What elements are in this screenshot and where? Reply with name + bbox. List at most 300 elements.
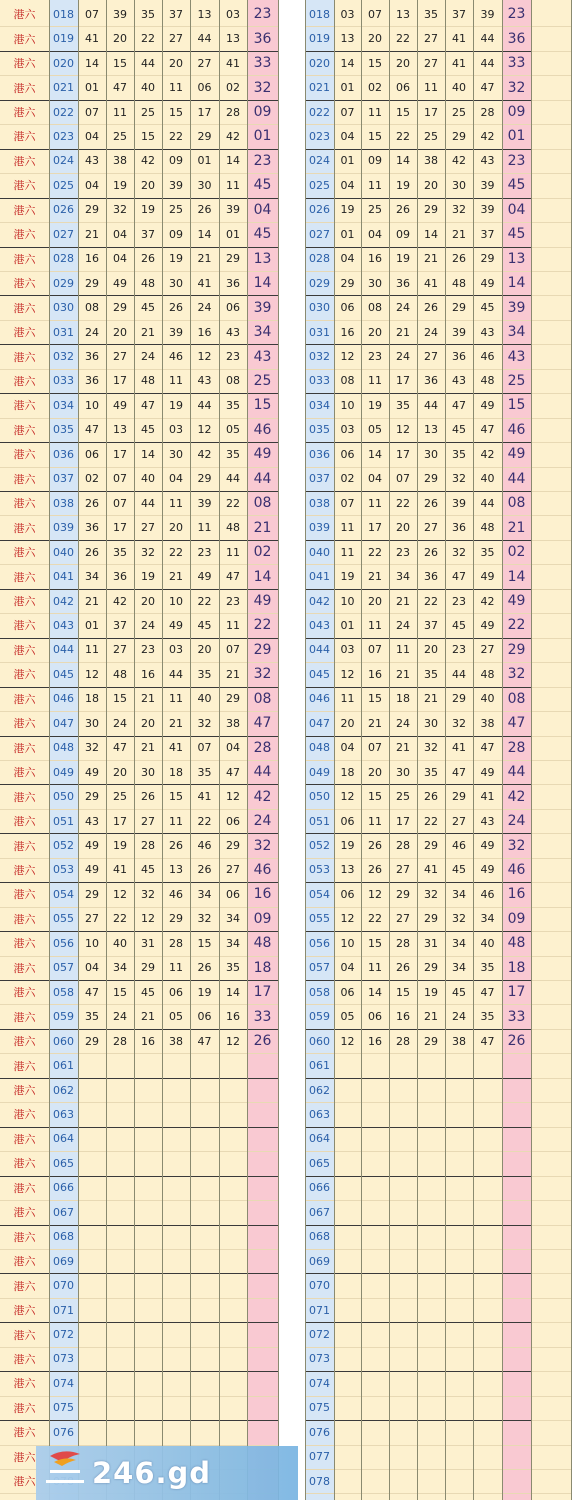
left-number-cell: 01 — [226, 227, 240, 241]
left-number-cell: 11 — [169, 814, 183, 828]
right-number-cell — [361, 1298, 389, 1322]
row-label: 港六 — [13, 203, 36, 217]
right-number-cell — [334, 1078, 361, 1102]
row-label: 港六 — [13, 668, 36, 682]
right-number-cell: 24 — [396, 618, 410, 632]
right-number-cell: 47 — [480, 741, 495, 755]
left-number-cell: 29 — [197, 129, 212, 143]
left-number-cell: 21 — [85, 227, 99, 241]
left-number-cell — [162, 1053, 190, 1077]
left-number-cell: 21 — [226, 667, 240, 681]
left-number-cell: 15 — [113, 985, 127, 999]
right-number-cell: 21 — [396, 667, 410, 681]
left-period-cell: 056 — [53, 936, 74, 950]
left-number-cell — [190, 1102, 219, 1126]
left-number-cell: 20 — [113, 765, 127, 779]
right-number-cell — [334, 1225, 361, 1249]
left-number-cell — [190, 1298, 219, 1322]
right-number-cell: 29 — [340, 276, 355, 290]
right-number-cell — [473, 1200, 502, 1224]
right-number-cell: 12 — [340, 912, 355, 926]
left-special-cell: 25 — [253, 372, 272, 389]
right-period-cell: 072 — [309, 1328, 330, 1342]
right-number-cell — [334, 1249, 361, 1273]
left-number-cell: 20 — [169, 56, 183, 70]
left-number-cell: 45 — [141, 301, 155, 315]
right-number-cell: 36 — [424, 570, 438, 584]
left-number-cell: 30 — [169, 447, 183, 461]
right-number-cell: 28 — [396, 936, 410, 950]
right-number-cell — [417, 1225, 445, 1249]
left-number-cell: 06 — [197, 81, 212, 95]
right-number-cell — [417, 1371, 445, 1395]
right-period-cell: 019 — [309, 32, 330, 46]
right-number-cell — [445, 1445, 473, 1469]
left-number-cell — [134, 1102, 162, 1126]
left-special-cell: 09 — [253, 910, 272, 927]
left-period-cell: 065 — [53, 1156, 74, 1170]
right-period-cell: 053 — [309, 863, 330, 877]
left-special-cell: 46 — [253, 421, 272, 438]
right-number-cell: 14 — [424, 227, 438, 241]
left-special-cell: 49 — [253, 593, 272, 610]
right-number-cell: 31 — [424, 936, 438, 950]
left-number-cell: 12 — [113, 887, 127, 901]
right-number-cell — [361, 1151, 389, 1175]
right-number-cell: 11 — [368, 374, 382, 388]
left-special-cell: 33 — [253, 1008, 272, 1025]
right-period-cell: 018 — [309, 7, 330, 21]
left-number-cell: 38 — [113, 154, 127, 168]
left-number-cell: 22 — [169, 129, 183, 143]
left-number-cell: 44 — [197, 32, 212, 46]
left-period-cell: 075 — [53, 1401, 74, 1415]
left-number-cell: 48 — [141, 374, 155, 388]
right-number-cell: 15 — [368, 692, 382, 706]
left-number-cell: 07 — [226, 643, 240, 657]
left-number-cell: 20 — [141, 716, 155, 730]
row-label: 港六 — [13, 717, 36, 731]
left-number-cell: 22 — [169, 545, 183, 559]
right-number-cell — [389, 1078, 417, 1102]
right-special-cell — [502, 1396, 531, 1420]
left-number-cell: 28 — [169, 936, 183, 950]
left-number-cell — [219, 1127, 247, 1151]
right-number-cell: 04 — [340, 178, 355, 192]
right-number-cell — [473, 1127, 502, 1151]
left-number-cell — [106, 1078, 134, 1102]
right-number-cell: 16 — [340, 325, 355, 339]
right-number-cell: 01 — [340, 618, 355, 632]
right-number-cell — [445, 1078, 473, 1102]
right-number-cell: 32 — [424, 741, 438, 755]
row-label: 港六 — [13, 252, 36, 266]
left-number-cell — [106, 1127, 134, 1151]
left-period-cell: 029 — [53, 276, 74, 290]
row-label: 港六 — [13, 643, 36, 657]
right-period-cell: 066 — [309, 1181, 330, 1195]
left-number-cell — [78, 1200, 106, 1224]
left-period-cell: 043 — [53, 618, 74, 632]
right-number-cell: 47 — [480, 1034, 495, 1048]
right-period-cell: 020 — [309, 56, 330, 70]
left-number-cell: 32 — [141, 545, 155, 559]
right-number-cell — [473, 1176, 502, 1200]
right-number-cell: 29 — [452, 129, 466, 143]
right-number-cell: 12 — [340, 350, 355, 364]
left-special-cell: 45 — [253, 177, 272, 194]
right-number-cell: 04 — [340, 252, 355, 266]
right-number-cell: 34 — [452, 936, 466, 950]
right-number-cell: 15 — [368, 129, 382, 143]
right-number-cell — [389, 1151, 417, 1175]
left-period-cell: 067 — [53, 1205, 74, 1219]
row-label: 港六 — [13, 546, 36, 560]
left-number-cell — [78, 1053, 106, 1077]
right-period-cell: 073 — [309, 1352, 330, 1366]
left-number-cell — [190, 1322, 219, 1346]
right-special-cell — [502, 1322, 531, 1346]
right-number-cell — [389, 1200, 417, 1224]
right-number-cell — [473, 1298, 502, 1322]
right-number-cell: 29 — [424, 839, 438, 853]
left-number-cell: 04 — [85, 961, 99, 975]
left-number-cell: 34 — [197, 887, 212, 901]
left-number-cell: 20 — [113, 32, 127, 46]
right-number-cell: 16 — [368, 1034, 382, 1048]
left-number-cell — [219, 1225, 247, 1249]
left-number-cell: 41 — [226, 56, 240, 70]
right-period-cell: 055 — [309, 912, 330, 926]
left-number-cell: 30 — [85, 716, 99, 730]
right-number-cell: 37 — [452, 7, 466, 21]
right-special-cell — [502, 1127, 531, 1151]
left-number-cell — [78, 1273, 106, 1297]
left-special-cell: 23 — [253, 152, 272, 169]
left-number-cell: 27 — [113, 350, 127, 364]
left-special-cell: 32 — [253, 837, 272, 854]
row-label: 港六 — [13, 277, 36, 291]
right-number-cell: 42 — [452, 154, 466, 168]
left-special-cell: 29 — [253, 641, 272, 658]
left-number-cell: 07 — [85, 105, 99, 119]
right-number-cell: 34 — [452, 887, 466, 901]
right-special-cell: 33 — [507, 55, 526, 72]
right-number-cell: 25 — [396, 790, 410, 804]
left-number-cell: 32 — [113, 203, 127, 217]
left-number-cell: 26 — [197, 961, 212, 975]
left-number-cell: 26 — [85, 545, 99, 559]
right-number-cell: 11 — [368, 961, 382, 975]
right-number-cell: 04 — [368, 227, 382, 241]
row-label: 港六 — [13, 986, 36, 1000]
left-number-cell: 23 — [226, 594, 240, 608]
right-period-cell: 078 — [309, 1474, 330, 1488]
left-number-cell: 03 — [226, 7, 240, 21]
right-number-cell — [334, 1298, 361, 1322]
right-number-cell: 03 — [340, 643, 355, 657]
right-number-cell: 12 — [368, 887, 382, 901]
right-number-cell — [445, 1225, 473, 1249]
right-number-cell — [445, 1053, 473, 1077]
left-special-cell — [247, 1322, 278, 1346]
right-period-cell: 041 — [309, 570, 330, 584]
left-number-cell — [134, 1298, 162, 1322]
left-number-cell: 44 — [141, 56, 155, 70]
left-number-cell: 19 — [113, 178, 127, 192]
right-special-cell: 45 — [507, 177, 526, 194]
right-number-cell: 43 — [480, 814, 495, 828]
row-label: 港六 — [13, 472, 36, 486]
left-number-cell: 19 — [113, 839, 127, 853]
left-special-cell: 14 — [253, 568, 272, 585]
right-number-cell — [334, 1273, 361, 1297]
right-number-cell — [417, 1053, 445, 1077]
right-number-cell — [361, 1445, 389, 1469]
left-number-cell: 19 — [197, 985, 212, 999]
right-period-cell: 062 — [309, 1083, 330, 1097]
right-number-cell: 35 — [424, 7, 438, 21]
left-period-cell: 038 — [53, 496, 74, 510]
right-number-cell: 13 — [340, 32, 355, 46]
right-special-cell: 16 — [507, 886, 526, 903]
left-period-cell: 030 — [53, 301, 74, 315]
left-number-cell — [219, 1200, 247, 1224]
right-number-cell: 25 — [424, 129, 438, 143]
row-label: 港六 — [13, 130, 36, 144]
right-number-cell: 29 — [424, 912, 438, 926]
right-number-cell: 49 — [480, 765, 495, 779]
left-number-cell: 22 — [197, 814, 212, 828]
left-number-cell: 25 — [113, 129, 127, 143]
left-number-cell — [162, 1347, 190, 1371]
right-number-cell: 25 — [452, 105, 466, 119]
right-number-cell — [473, 1371, 502, 1395]
left-special-cell: 18 — [253, 959, 272, 976]
left-number-cell: 11 — [169, 496, 183, 510]
right-special-cell: 26 — [507, 1033, 526, 1050]
right-number-cell — [361, 1102, 389, 1126]
left-number-cell: 34 — [226, 936, 240, 950]
left-special-cell — [247, 1200, 278, 1224]
left-number-cell: 29 — [141, 961, 155, 975]
right-special-cell — [502, 1445, 531, 1469]
left-number-cell: 32 — [197, 912, 212, 926]
right-number-cell: 20 — [396, 56, 410, 70]
right-number-cell — [361, 1396, 389, 1420]
left-period-cell: 073 — [53, 1352, 74, 1366]
left-special-cell — [247, 1298, 278, 1322]
right-number-cell: 40 — [452, 81, 466, 95]
left-number-cell: 30 — [197, 178, 212, 192]
right-special-cell — [502, 1151, 531, 1175]
left-period-cell: 019 — [53, 32, 74, 46]
right-number-cell: 34 — [480, 912, 495, 926]
right-number-cell — [417, 1176, 445, 1200]
right-number-cell: 26 — [396, 203, 410, 217]
right-number-cell — [445, 1151, 473, 1175]
right-number-cell: 22 — [396, 32, 410, 46]
left-number-cell: 37 — [169, 7, 183, 21]
row-label: 港六 — [13, 1401, 36, 1415]
left-number-cell: 36 — [85, 350, 99, 364]
right-period-cell: 023 — [309, 129, 330, 143]
left-number-cell: 47 — [113, 741, 127, 755]
right-number-cell: 23 — [396, 545, 410, 559]
left-number-cell: 22 — [141, 32, 155, 46]
left-number-cell: 44 — [197, 398, 212, 412]
right-number-cell: 11 — [368, 178, 382, 192]
left-special-cell: 49 — [253, 446, 272, 463]
left-special-cell — [247, 1078, 278, 1102]
left-number-cell: 26 — [141, 790, 155, 804]
right-number-cell — [445, 1273, 473, 1297]
left-number-cell — [190, 1225, 219, 1249]
right-number-cell: 02 — [340, 472, 355, 486]
left-period-cell: 044 — [53, 643, 74, 657]
right-number-cell: 20 — [368, 32, 382, 46]
left-number-cell — [106, 1371, 134, 1395]
left-special-cell — [247, 1347, 278, 1371]
left-number-cell: 12 — [197, 423, 212, 437]
right-number-cell: 22 — [368, 545, 382, 559]
right-number-cell: 36 — [452, 521, 466, 535]
left-number-cell: 38 — [226, 716, 240, 730]
left-number-cell: 47 — [85, 423, 99, 437]
right-number-cell: 16 — [396, 1010, 410, 1024]
right-number-cell: 45 — [480, 301, 495, 315]
left-number-cell: 12 — [226, 1034, 240, 1048]
left-number-cell: 02 — [85, 472, 99, 486]
left-period-cell: 058 — [53, 985, 74, 999]
right-number-cell: 24 — [396, 350, 410, 364]
row-label: 港六 — [13, 1450, 36, 1464]
right-number-cell — [361, 1347, 389, 1371]
right-number-cell: 08 — [340, 374, 355, 388]
right-number-cell: 21 — [424, 252, 438, 266]
left-period-cell: 020 — [53, 56, 74, 70]
right-number-cell: 07 — [368, 643, 382, 657]
right-number-cell — [473, 1469, 502, 1493]
left-number-cell: 29 — [226, 252, 240, 266]
right-number-cell — [417, 1200, 445, 1224]
left-number-cell — [78, 1127, 106, 1151]
logo-icon — [36, 1446, 92, 1500]
left-period-cell: 063 — [53, 1107, 74, 1121]
right-special-cell: 45 — [507, 226, 526, 243]
right-number-cell: 30 — [424, 447, 438, 461]
left-number-cell: 49 — [197, 570, 212, 584]
right-period-cell: 075 — [309, 1401, 330, 1415]
left-number-cell: 13 — [197, 7, 212, 21]
left-number-cell: 49 — [113, 398, 127, 412]
right-number-cell: 18 — [396, 692, 410, 706]
right-special-cell — [502, 1200, 531, 1224]
right-special-cell: 46 — [507, 421, 526, 438]
left-special-cell: 23 — [253, 6, 272, 23]
left-special-cell — [247, 1371, 278, 1395]
right-number-cell: 04 — [340, 961, 355, 975]
left-number-cell: 46 — [169, 887, 183, 901]
right-number-cell: 29 — [424, 1034, 438, 1048]
left-number-cell: 11 — [226, 545, 240, 559]
right-number-cell: 41 — [452, 32, 466, 46]
left-number-cell — [190, 1176, 219, 1200]
left-number-cell: 11 — [169, 692, 183, 706]
left-number-cell: 15 — [113, 692, 127, 706]
left-period-cell: 039 — [53, 521, 74, 535]
right-number-cell: 19 — [396, 178, 410, 192]
left-special-cell — [247, 1151, 278, 1175]
left-number-cell: 27 — [197, 56, 212, 70]
left-special-cell: 21 — [253, 519, 272, 536]
left-special-cell: 36 — [253, 30, 272, 47]
right-period-cell: 030 — [309, 301, 330, 315]
left-number-cell — [134, 1176, 162, 1200]
left-period-cell: 054 — [53, 887, 74, 901]
right-period-cell: 042 — [309, 594, 330, 608]
right-period-cell: 032 — [309, 350, 330, 364]
right-number-cell: 49 — [480, 839, 495, 853]
right-number-cell: 16 — [368, 667, 382, 681]
row-label: 港六 — [13, 1035, 36, 1049]
left-number-cell: 16 — [226, 1010, 240, 1024]
left-number-cell: 48 — [113, 667, 127, 681]
row-label: 港六 — [13, 8, 36, 22]
right-number-cell: 44 — [452, 667, 466, 681]
right-number-cell — [473, 1396, 502, 1420]
left-special-cell: 32 — [253, 79, 272, 96]
left-number-cell — [219, 1420, 247, 1444]
right-number-cell: 20 — [340, 716, 355, 730]
left-number-cell: 21 — [169, 716, 183, 730]
left-number-cell: 46 — [197, 839, 212, 853]
left-number-cell: 29 — [197, 472, 212, 486]
left-number-cell: 17 — [113, 521, 127, 535]
left-number-cell: 41 — [197, 276, 212, 290]
right-number-cell — [417, 1102, 445, 1126]
right-number-cell — [361, 1322, 389, 1346]
left-number-cell — [106, 1420, 134, 1444]
left-period-cell: 046 — [53, 692, 74, 706]
right-period-cell: 034 — [309, 398, 330, 412]
row-label: 港六 — [13, 912, 36, 926]
left-period-cell: 034 — [53, 398, 74, 412]
right-number-cell — [389, 1469, 417, 1493]
left-number-cell: 23 — [226, 350, 240, 364]
left-special-cell: 48 — [253, 935, 272, 952]
left-number-cell: 27 — [226, 863, 240, 877]
right-number-cell: 22 — [368, 912, 382, 926]
right-number-cell — [334, 1322, 361, 1346]
left-number-cell: 12 — [197, 350, 212, 364]
left-period-cell: 018 — [53, 7, 74, 21]
left-number-cell: 21 — [197, 252, 212, 266]
row-label: 港六 — [13, 1328, 36, 1342]
left-special-cell: 45 — [253, 226, 272, 243]
right-number-cell — [417, 1078, 445, 1102]
left-number-cell: 29 — [85, 1034, 99, 1048]
right-special-cell: 08 — [507, 495, 526, 512]
left-number-cell — [162, 1322, 190, 1346]
right-special-cell — [502, 1176, 531, 1200]
right-number-cell: 01 — [340, 154, 355, 168]
row-label: 港六 — [13, 1426, 36, 1440]
right-number-cell — [334, 1200, 361, 1224]
row-label: 港六 — [13, 399, 36, 413]
right-number-cell: 32 — [452, 472, 466, 486]
right-number-cell: 29 — [396, 887, 410, 901]
